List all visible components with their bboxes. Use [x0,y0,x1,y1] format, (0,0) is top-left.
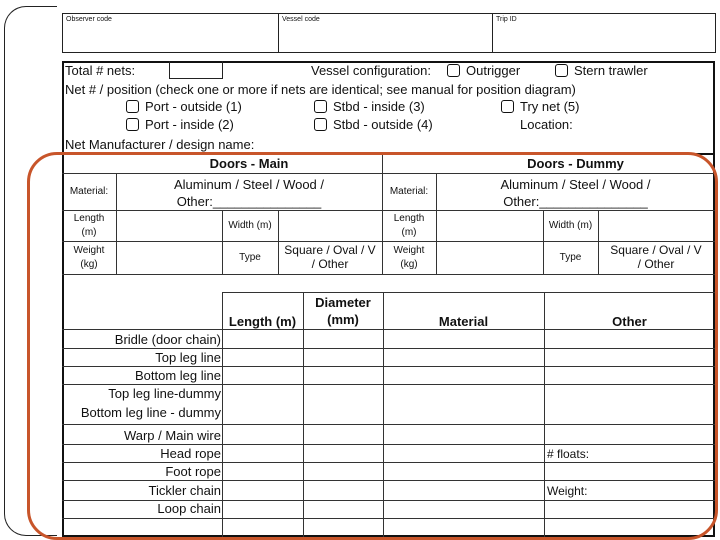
port-outside-checkbox[interactable] [126,98,139,116]
row-label-loop-chain: Loop chain [157,501,221,516]
port-inside-checkbox[interactable] [126,116,139,134]
row-label-top-leg: Top leg line [155,350,221,365]
outrigger-checkbox[interactable] [447,62,460,80]
col-diameter-line1: Diameter [315,295,371,310]
observer-code-label: Observer code [66,16,112,23]
observer-code-field[interactable] [63,14,279,52]
vessel-config-label: Vessel configuration: [311,63,431,78]
stbd-inside-checkbox[interactable] [314,98,327,116]
weight-other-label: Weight: [547,484,588,498]
main-material-line1: Aluminum / Steel / Wood / [173,177,325,192]
main-weight-line1: Weight [73,245,105,256]
row-label-bridle: Bridle (door chain) [114,332,221,347]
row-label-bottom-leg: Bottom leg line [135,368,221,383]
trip-id-label: Trip ID [496,16,517,23]
dummy-weight-line2: (kg) [400,259,418,270]
trip-id-field[interactable] [493,14,715,52]
dummy-length-line2: (m) [401,227,417,238]
highlight-oval [27,152,718,540]
try-net-label: Try net (5) [520,99,580,114]
header-table [62,13,716,53]
dummy-material-line2: Other:_______________ [503,194,648,209]
main-length-line2: (m) [81,227,97,238]
port-outside-label: Port - outside (1) [145,99,242,114]
row-label-top-leg-dummy: Top leg line-dummy [108,386,221,401]
stbd-inside-label: Stbd - inside (3) [333,99,425,114]
main-type-line2: / Other [311,257,349,271]
dummy-type-line1: Square / Oval / V [610,243,702,257]
floats-label: # floats: [547,447,590,461]
stbd-outside-label: Stbd - outside (4) [333,117,433,132]
main-material-line2: Other:_______________ [176,194,322,209]
location-label: Location: [520,117,573,132]
stern-trawler-label: Stern trawler [574,63,648,78]
main-width-label: Width (m) [228,220,272,231]
main-length-line1: Length [73,213,105,224]
row-label-warp: Warp / Main wire [123,428,221,443]
total-nets-label: Total # nets: [65,63,136,78]
row-label-head-rope: Head rope [160,446,221,461]
manufacturer-label: Net Manufacturer / design name: [65,137,255,152]
dummy-width-label: Width (m) [548,220,593,231]
vessel-code-field[interactable] [279,14,493,52]
total-nets-input[interactable] [169,61,223,79]
dummy-material-line1: Aluminum / Steel / Wood / [500,177,651,192]
dummy-type-line2: / Other [637,257,675,271]
row-label-foot-rope: Foot rope [165,464,221,479]
col-diameter-line2: (mm) [327,312,359,327]
row-label-bottom-leg-dummy: Bottom leg line - dummy [80,405,221,420]
outrigger-label: Outrigger [466,63,521,78]
vessel-code-label: Vessel code [282,16,320,23]
try-net-checkbox[interactable] [501,98,514,116]
dummy-weight-line1: Weight [393,245,425,256]
dummy-type-label: Type [559,252,582,263]
stbd-outside-checkbox[interactable] [314,116,327,134]
main-material-label: Material: [69,186,109,197]
stern-trawler-checkbox[interactable] [555,62,568,80]
doors-dummy-title: Doors - Dummy [527,156,624,171]
main-type-line1: Square / Oval / V [284,243,376,257]
row-label-tickler-chain: Tickler chain [148,483,221,498]
col-material-header: Material [438,314,489,329]
net-position-label: Net # / position (check one or more if nets are identical; see manual for position diagram) [65,82,576,97]
main-type-label: Type [239,252,261,263]
col-other-header: Other [612,314,647,329]
port-inside-label: Port - inside (2) [145,117,234,132]
col-length-header: Length (m) [228,314,297,329]
main-weight-line2: (kg) [80,259,98,270]
dummy-length-line1: Length [393,213,425,224]
doors-main-title: Doors - Main [209,156,289,171]
dummy-material-label: Material: [389,186,429,197]
